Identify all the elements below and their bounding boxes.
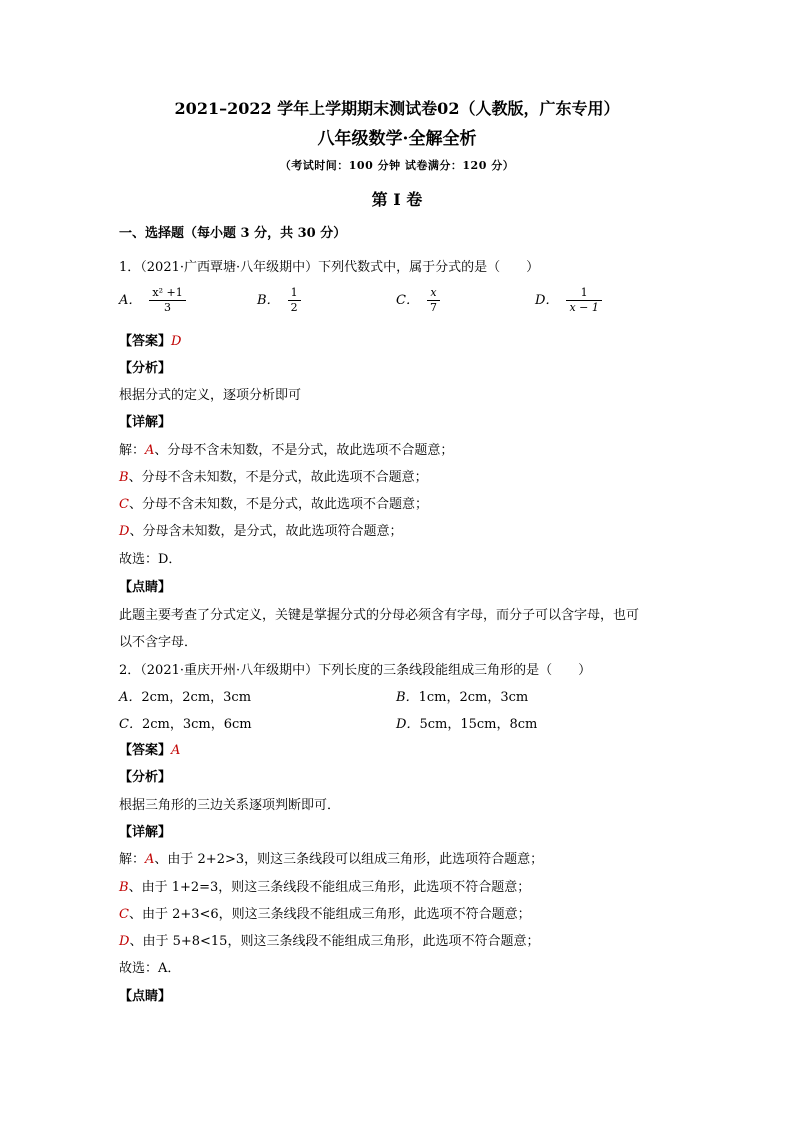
option-label: D．	[396, 717, 420, 732]
detail-lead: 解：	[119, 852, 146, 867]
detail-option: A	[145, 443, 155, 458]
q1-option-b	[257, 286, 301, 315]
q2-choose: 故选：A．	[119, 961, 181, 976]
fraction	[566, 286, 601, 315]
detail-text: 、由于 2+2>3，则这三条线段可以组成三角形，此选项符合题意；	[154, 852, 544, 867]
answer-value: A	[171, 743, 181, 758]
option-label: B．	[257, 293, 280, 308]
answer-tag: 【答案】	[119, 334, 172, 349]
q1-analysis: 根据分式的定义，逐项分析即可	[119, 388, 302, 403]
option-text: 5cm，15cm，8cm	[419, 717, 538, 732]
q2-comment-tag: 【点睛】	[119, 989, 172, 1004]
q2-detail-line	[119, 876, 530, 895]
option-label: C．	[396, 293, 419, 308]
detail-text: 、分母不含未知数，不是分式，故此选项不合题意；	[128, 497, 428, 512]
detail-text: 、分母不含未知数，不是分式，故此选项不合题意；	[154, 443, 454, 458]
q2-detail-line	[119, 903, 531, 922]
detail-lead: 解：	[119, 443, 146, 458]
detail-option: A	[145, 852, 155, 867]
detail-option: B	[119, 880, 129, 895]
option-text: 2cm，2cm，3cm	[141, 690, 252, 705]
detail-option: B	[119, 470, 129, 485]
denominator: 2	[290, 301, 298, 314]
q2-option-a	[119, 686, 251, 705]
q1-detail-line	[119, 439, 453, 458]
q1-choose: 故选：D．	[119, 552, 182, 567]
numerator: 1	[288, 286, 301, 301]
answer-value: D	[171, 334, 182, 349]
question-2-stem: 2．（2021·重庆开州·八年级期中）下列长度的三条线段能组成三角形的是（ ）	[119, 663, 592, 678]
q2-detail-tag: 【详解】	[119, 825, 172, 840]
detail-text: 、由于 5+8<15，则这三条线段不能组成三角形，此选项不符合题意；	[129, 934, 540, 949]
detail-option: D	[119, 934, 130, 949]
exam-info: （考试时间：100 分钟 试卷满分：120 分）	[279, 159, 515, 172]
numerator: x² +1	[149, 286, 185, 301]
detail-text: 、由于 2+3<6，则这三条线段不能组成三角形，此选项不符合题意；	[128, 907, 531, 922]
fraction	[288, 286, 301, 315]
option-label: A．	[119, 293, 142, 308]
option-label: A．	[119, 690, 142, 705]
q2-answer	[119, 739, 180, 758]
document-subtitle: 八年级数学·全解全析	[317, 129, 477, 149]
denominator: 3	[164, 301, 172, 314]
detail-text: 、分母不含未知数，不是分式，故此选项不合题意；	[128, 470, 428, 485]
q1-comment: 此题主要考查了分式定义，关键是掌握分式的分母必须含有字母，而分子可以含字母，也可	[119, 608, 640, 623]
option-label: D．	[535, 293, 559, 308]
q1-option-d	[535, 286, 602, 315]
numerator: 1	[566, 286, 601, 301]
detail-option: C	[119, 907, 129, 922]
q1-detail-tag: 【详解】	[119, 415, 172, 430]
q2-option-c	[119, 713, 252, 732]
option-label: B．	[396, 690, 419, 705]
q1-comment: 以不含字母．	[119, 635, 198, 650]
q2-analysis-tag: 【分析】	[119, 770, 172, 785]
detail-option: D	[119, 524, 130, 539]
q1-option-a	[119, 286, 186, 315]
detail-text: 、分母含未知数，是分式，故此选项符合题意；	[129, 524, 403, 539]
denominator: x − 1	[569, 301, 599, 314]
q1-comment-tag: 【点睛】	[119, 580, 172, 595]
question-1-stem: 1．（2021·广西覃塘·八年级期中）下列代数式中，属于分式的是（ ）	[119, 260, 540, 275]
q2-analysis: 根据三角形的三边关系逐项判断即可．	[119, 798, 341, 813]
section-heading: 一、选择题（每小题 3 分，共 30 分）	[119, 226, 347, 241]
detail-text: 、由于 1+2=3，则这三条线段不能组成三角形，此选项不符合题意；	[128, 880, 531, 895]
option-text: 1cm，2cm，3cm	[418, 690, 529, 705]
option-label: C．	[119, 717, 142, 732]
option-text: 2cm，3cm，6cm	[141, 717, 252, 732]
answer-tag: 【答案】	[119, 743, 172, 758]
detail-option: C	[119, 497, 129, 512]
q2-detail-line	[119, 930, 539, 949]
q2-option-d	[396, 713, 537, 732]
q1-analysis-tag: 【分析】	[119, 361, 172, 376]
q1-detail-line	[119, 493, 428, 512]
q2-option-b	[396, 686, 528, 705]
q1-detail-line	[119, 466, 428, 485]
q1-option-c	[396, 286, 440, 315]
denominator: 7	[429, 301, 437, 314]
q2-detail-line	[119, 848, 543, 867]
q1-detail-line	[119, 520, 402, 539]
document-title: 2021–2022 学年上学期期末测试卷02（人教版，广东专用）	[174, 99, 620, 118]
q1-answer	[119, 330, 181, 349]
fraction	[427, 286, 440, 315]
volume-heading: 第 I 卷	[371, 190, 423, 209]
fraction	[149, 286, 185, 315]
numerator: x	[427, 286, 440, 301]
